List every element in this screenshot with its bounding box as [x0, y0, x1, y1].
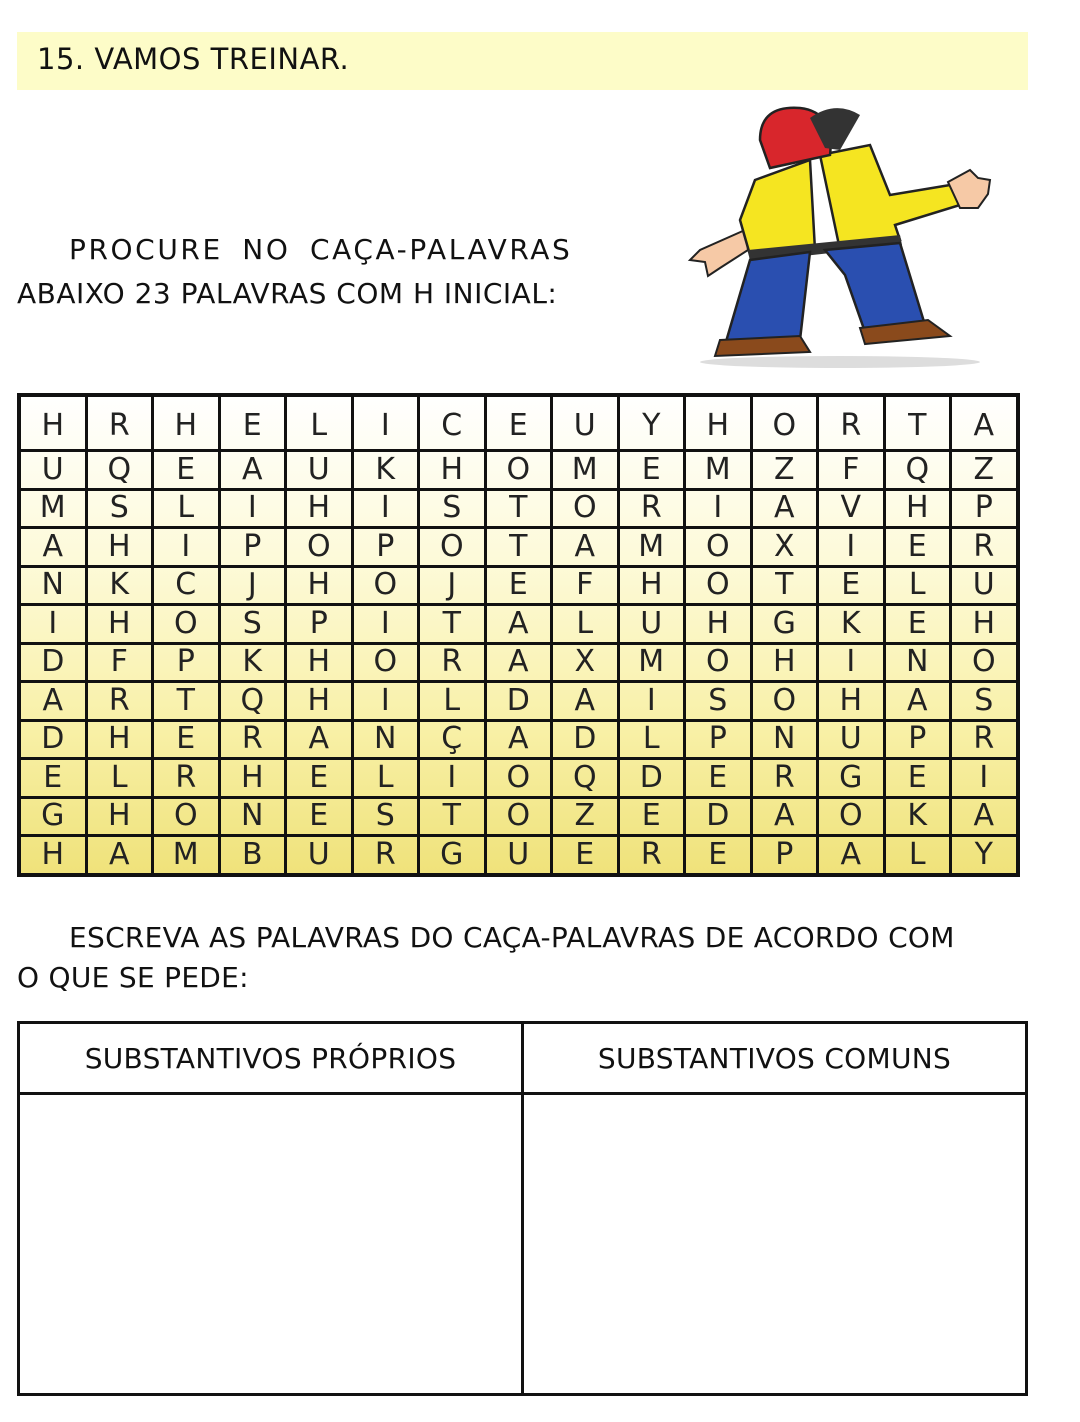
grid-cell[interactable]: E [618, 451, 685, 490]
grid-cell[interactable]: E [485, 566, 552, 605]
grid-row [19, 797, 1018, 836]
grid-cell[interactable]: L [884, 836, 951, 875]
grid-cell[interactable]: O [286, 528, 353, 567]
grid-cell[interactable]: P [352, 528, 419, 567]
grid-cell[interactable]: H [618, 566, 685, 605]
grid-cell[interactable]: I [419, 759, 486, 798]
grid-cell[interactable]: I [951, 759, 1018, 798]
grid-cell[interactable]: A [485, 643, 552, 682]
grid-cell[interactable]: S [685, 682, 752, 721]
grid-cell[interactable]: U [286, 451, 353, 490]
grid-cell[interactable]: A [552, 682, 619, 721]
grid-cell[interactable]: H [685, 395, 752, 451]
instruction-search-line2: ABAIXO 23 PALAVRAS COM H INICIAL: [17, 277, 558, 310]
grid-cell[interactable]: O [352, 566, 419, 605]
grid-cell[interactable]: E [685, 836, 752, 875]
grid-cell[interactable]: H [219, 759, 286, 798]
grid-cell[interactable]: O [485, 759, 552, 798]
grid-cell[interactable]: Q [552, 759, 619, 798]
grid-cell[interactable]: M [685, 451, 752, 490]
letter-h-mascot-icon [660, 100, 1020, 380]
grid-cell[interactable]: D [19, 720, 86, 759]
grid-cell[interactable]: O [685, 566, 752, 605]
grid-cell[interactable]: I [352, 682, 419, 721]
grid-cell[interactable]: A [951, 797, 1018, 836]
grid-cell[interactable]: F [552, 566, 619, 605]
grid-cell[interactable]: R [951, 528, 1018, 567]
grid-cell[interactable]: I [19, 605, 86, 644]
grid-cell[interactable]: T [751, 566, 818, 605]
grid-cell[interactable]: M [618, 528, 685, 567]
grid-cell[interactable]: F [818, 451, 885, 490]
grid-cell[interactable]: R [352, 836, 419, 875]
grid-cell[interactable]: E [153, 720, 220, 759]
grid-cell[interactable]: V [818, 489, 885, 528]
grid-cell[interactable]: Y [618, 395, 685, 451]
grid-row [19, 605, 1018, 644]
grid-cell[interactable]: T [485, 489, 552, 528]
grid-cell[interactable]: E [685, 759, 752, 798]
grid-cell[interactable]: H [818, 682, 885, 721]
exercise-title: 15. VAMOS TREINAR. [37, 42, 350, 76]
grid-cell[interactable]: I [818, 643, 885, 682]
grid-cell[interactable]: E [618, 797, 685, 836]
grid-cell[interactable]: O [751, 682, 818, 721]
grid-cell[interactable]: H [286, 643, 353, 682]
grid-cell[interactable]: R [951, 720, 1018, 759]
instruction-search [17, 228, 617, 316]
grid-cell[interactable]: H [86, 605, 153, 644]
grid-cell[interactable]: I [352, 605, 419, 644]
grid-cell[interactable]: A [485, 605, 552, 644]
grid-cell[interactable]: I [818, 528, 885, 567]
grid-cell[interactable]: H [286, 682, 353, 721]
grid-cell[interactable]: D [552, 720, 619, 759]
grid-row [19, 528, 1018, 567]
grid-cell[interactable]: U [552, 395, 619, 451]
grid-cell[interactable]: E [884, 605, 951, 644]
grid-cell[interactable]: R [419, 643, 486, 682]
grid-cell[interactable]: G [19, 797, 86, 836]
grid-row [19, 566, 1018, 605]
grid-cell[interactable]: H [153, 395, 220, 451]
grid-cell[interactable]: G [419, 836, 486, 875]
grid-cell[interactable]: K [884, 797, 951, 836]
grid-cell[interactable]: R [751, 759, 818, 798]
grid-cell[interactable]: U [286, 836, 353, 875]
grid-cell[interactable]: O [352, 643, 419, 682]
grid-cell[interactable]: P [951, 489, 1018, 528]
title-bar [17, 32, 1028, 90]
grid-cell[interactable]: E [552, 836, 619, 875]
grid-cell[interactable]: A [86, 836, 153, 875]
grid-cell[interactable]: A [485, 720, 552, 759]
grid-row [19, 720, 1018, 759]
grid-cell[interactable]: Q [884, 451, 951, 490]
grid-cell[interactable]: D [485, 682, 552, 721]
grid-cell[interactable]: E [818, 566, 885, 605]
grid-cell[interactable]: O [685, 528, 752, 567]
grid-row [19, 759, 1018, 798]
grid-cell[interactable]: P [219, 528, 286, 567]
common-nouns-answer-area[interactable] [523, 1094, 1027, 1395]
grid-cell[interactable]: H [286, 489, 353, 528]
grid-cell[interactable]: G [818, 759, 885, 798]
grid-cell[interactable]: I [352, 395, 419, 451]
grid-cell[interactable]: L [153, 489, 220, 528]
grid-cell[interactable]: L [286, 395, 353, 451]
proper-nouns-answer-area[interactable] [19, 1094, 523, 1395]
grid-cell[interactable]: A [818, 836, 885, 875]
grid-cell[interactable]: D [685, 797, 752, 836]
grid-cell[interactable]: A [19, 682, 86, 721]
grid-cell[interactable]: H [86, 797, 153, 836]
grid-cell[interactable]: S [352, 797, 419, 836]
grid-cell[interactable]: L [419, 682, 486, 721]
grid-cell[interactable]: O [818, 797, 885, 836]
grid-cell[interactable]: T [419, 605, 486, 644]
instruction-write-line2: O QUE SE PEDE: [17, 961, 249, 994]
grid-cell[interactable]: H [86, 720, 153, 759]
grid-cell[interactable]: T [419, 797, 486, 836]
grid-cell[interactable]: A [751, 797, 818, 836]
grid-cell[interactable]: R [86, 682, 153, 721]
grid-cell[interactable]: N [751, 720, 818, 759]
grid-cell[interactable]: P [153, 643, 220, 682]
grid-cell[interactable]: A [19, 528, 86, 567]
grid-cell[interactable]: R [153, 759, 220, 798]
grid-cell[interactable]: H [951, 605, 1018, 644]
grid-cell[interactable]: N [352, 720, 419, 759]
grid-cell[interactable]: Ç [419, 720, 486, 759]
grid-cell[interactable]: R [219, 720, 286, 759]
grid-cell[interactable]: I [352, 489, 419, 528]
grid-cell[interactable]: L [352, 759, 419, 798]
grid-cell[interactable]: S [219, 605, 286, 644]
grid-cell[interactable]: M [552, 451, 619, 490]
grid-cell[interactable]: K [818, 605, 885, 644]
grid-cell[interactable]: P [884, 720, 951, 759]
grid-cell[interactable]: X [552, 643, 619, 682]
grid-cell[interactable]: L [884, 566, 951, 605]
grid-cell[interactable]: O [485, 797, 552, 836]
grid-cell[interactable]: O [153, 797, 220, 836]
grid-cell[interactable]: M [618, 643, 685, 682]
grid-cell[interactable]: D [618, 759, 685, 798]
grid-row [19, 489, 1018, 528]
grid-cell[interactable]: E [884, 528, 951, 567]
grid-cell[interactable]: L [552, 605, 619, 644]
grid-cell[interactable]: S [86, 489, 153, 528]
grid-cell[interactable]: S [419, 489, 486, 528]
instruction-write [17, 918, 1037, 998]
grid-cell[interactable]: E [286, 797, 353, 836]
proper-nouns-header: SUBSTANTIVOS PRÓPRIOS [19, 1023, 523, 1094]
grid-cell[interactable]: F [86, 643, 153, 682]
grid-cell[interactable]: O [419, 528, 486, 567]
grid-cell[interactable]: S [951, 682, 1018, 721]
grid-cell[interactable]: M [19, 489, 86, 528]
grid-cell[interactable]: Z [751, 451, 818, 490]
common-nouns-header: SUBSTANTIVOS COMUNS [523, 1023, 1027, 1094]
grid-cell[interactable]: R [618, 489, 685, 528]
grid-cell[interactable]: K [86, 566, 153, 605]
grid-cell[interactable]: J [219, 566, 286, 605]
grid-cell[interactable]: H [86, 528, 153, 567]
grid-cell[interactable]: E [884, 759, 951, 798]
grid-cell[interactable]: P [751, 836, 818, 875]
grid-cell[interactable]: A [219, 451, 286, 490]
grid-cell[interactable]: J [419, 566, 486, 605]
grid-cell[interactable]: H [19, 836, 86, 875]
grid-cell[interactable]: E [485, 395, 552, 451]
grid-cell[interactable]: O [751, 395, 818, 451]
grid-cell[interactable]: I [153, 528, 220, 567]
grid-cell[interactable]: N [19, 566, 86, 605]
grid-cell[interactable]: K [352, 451, 419, 490]
grid-cell[interactable]: U [618, 605, 685, 644]
grid-cell[interactable]: O [951, 643, 1018, 682]
word-search-grid [17, 393, 1020, 877]
answer-table [17, 1021, 1028, 1396]
grid-cell[interactable]: L [86, 759, 153, 798]
grid-cell[interactable]: U [485, 836, 552, 875]
instruction-write-line1: ESCREVA AS PALAVRAS DO CAÇA-PALAVRAS DE ACORDO COM [69, 921, 955, 954]
grid-cell[interactable]: O [685, 643, 752, 682]
grid-cell[interactable]: N [219, 797, 286, 836]
grid-cell[interactable]: E [286, 759, 353, 798]
grid-cell[interactable]: B [219, 836, 286, 875]
grid-cell[interactable]: A [552, 528, 619, 567]
grid-cell[interactable]: I [685, 489, 752, 528]
grid-cell[interactable]: E [153, 451, 220, 490]
grid-cell[interactable]: L [618, 720, 685, 759]
grid-cell[interactable]: Q [86, 451, 153, 490]
grid-row [19, 643, 1018, 682]
grid-cell[interactable]: N [884, 643, 951, 682]
grid-cell[interactable]: T [153, 682, 220, 721]
grid-cell[interactable]: H [286, 566, 353, 605]
grid-cell[interactable]: P [685, 720, 752, 759]
grid-cell[interactable]: U [951, 566, 1018, 605]
grid-row [19, 682, 1018, 721]
grid-cell[interactable]: P [286, 605, 353, 644]
grid-cell[interactable]: U [19, 451, 86, 490]
grid-cell[interactable]: A [751, 489, 818, 528]
grid-row [19, 395, 1018, 451]
grid-cell[interactable]: C [153, 566, 220, 605]
grid-row [19, 451, 1018, 490]
grid-cell[interactable]: T [485, 528, 552, 567]
grid-cell[interactable]: D [19, 643, 86, 682]
grid-cell[interactable]: Z [552, 797, 619, 836]
grid-cell[interactable]: H [884, 489, 951, 528]
grid-cell[interactable]: H [751, 643, 818, 682]
grid-cell[interactable]: H [685, 605, 752, 644]
grid-cell[interactable]: O [153, 605, 220, 644]
grid-cell[interactable]: R [618, 836, 685, 875]
grid-cell[interactable]: Q [219, 682, 286, 721]
grid-cell[interactable]: R [86, 395, 153, 451]
grid-cell[interactable]: I [618, 682, 685, 721]
grid-cell[interactable]: A [951, 395, 1018, 451]
grid-cell[interactable]: E [19, 759, 86, 798]
grid-cell[interactable]: O [552, 489, 619, 528]
grid-cell[interactable]: G [751, 605, 818, 644]
grid-cell[interactable]: H [19, 395, 86, 451]
grid-cell[interactable]: O [485, 451, 552, 490]
grid-cell[interactable]: A [286, 720, 353, 759]
grid-cell[interactable]: C [419, 395, 486, 451]
grid-cell[interactable]: K [219, 643, 286, 682]
grid-cell[interactable]: I [219, 489, 286, 528]
grid-cell[interactable]: T [884, 395, 951, 451]
grid-cell[interactable]: H [419, 451, 486, 490]
grid-cell[interactable]: X [751, 528, 818, 567]
grid-cell[interactable]: Z [951, 451, 1018, 490]
grid-cell[interactable]: M [153, 836, 220, 875]
grid-cell[interactable]: U [818, 720, 885, 759]
instruction-search-line1: PROCURE NO CAÇA-PALAVRAS [69, 233, 573, 266]
grid-cell[interactable]: R [818, 395, 885, 451]
grid-cell[interactable]: Y [951, 836, 1018, 875]
grid-cell[interactable]: A [884, 682, 951, 721]
grid-row [19, 836, 1018, 875]
grid-cell[interactable]: E [219, 395, 286, 451]
